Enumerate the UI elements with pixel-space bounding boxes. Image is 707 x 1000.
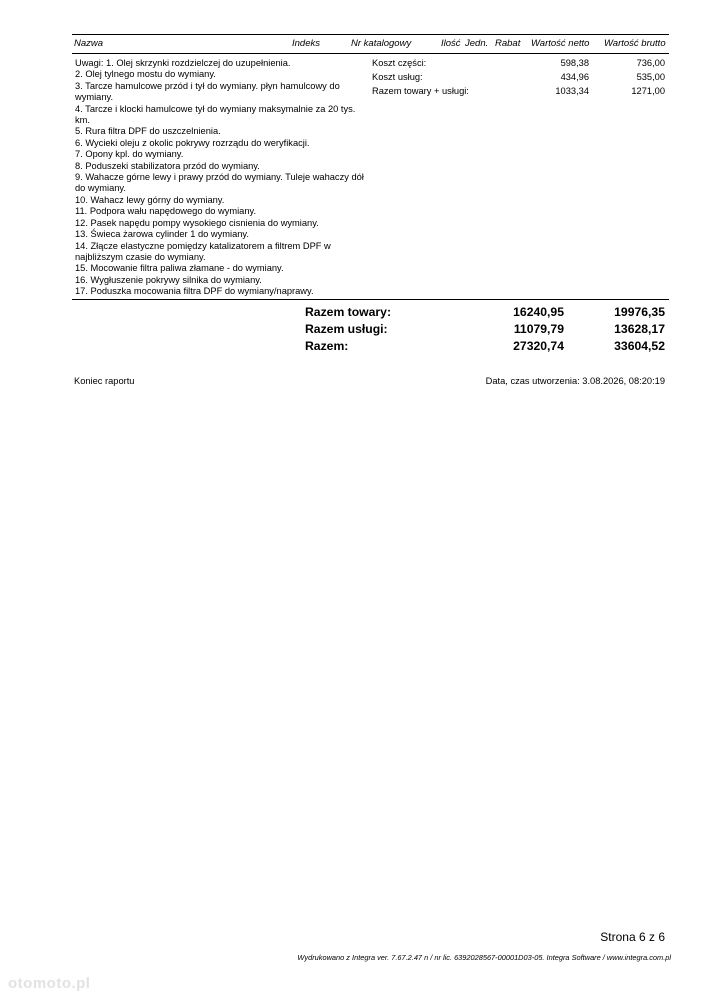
total-netto: 27320,74	[513, 339, 564, 353]
col-header-indeks: Indeks	[292, 38, 320, 49]
cost-summary-label: Koszt części:	[372, 58, 427, 68]
total-netto: 16240,95	[513, 305, 564, 319]
col-header-wartosc-brutto: Wartość brutto	[604, 38, 666, 49]
total-label: Razem usługi:	[305, 322, 388, 336]
note-item: 16. Wygłuszenie pokrywy silnika do wymiany.	[75, 274, 262, 285]
note-item: 10. Wahacz lewy górny do wymiany.	[75, 194, 225, 205]
total-brutto: 19976,35	[614, 305, 665, 319]
note-item: 2. Olej tylnego mostu do wymiany.	[75, 69, 216, 80]
cost-summary-label: Razem towary + usługi:	[372, 86, 469, 96]
totals-top-rule	[72, 299, 669, 300]
col-header-nr-katalogowy: Nr katalogowy	[351, 38, 412, 49]
end-of-report-label: Koniec raportu	[74, 376, 135, 386]
cost-summary-netto: 598,38	[560, 58, 589, 68]
cost-summary-label: Koszt usług:	[372, 72, 423, 82]
cost-summary-brutto: 736,00	[636, 58, 665, 68]
note-item: 9. Wahacze górne lewy i prawy przód do wymiany. Tuleje wahaczy dół do wymiany.	[75, 172, 364, 194]
note-item: Uwagi: 1. Olej skrzynki rozdzielczej do uzupełnienia.	[75, 58, 291, 68]
cost-summary-netto: 434,96	[560, 72, 589, 82]
header-top-rule	[72, 34, 669, 35]
note-item: 13. Świeca żarowa cylinder 1 do wymiany.	[75, 229, 249, 240]
note-item: 5. Rura filtra DPF do uszczelnienia.	[75, 126, 221, 137]
total-netto: 11079,79	[513, 322, 564, 336]
note-item: 14. Złącze elastyczne pomiędzy katalizatorem a filtrem DPF w najbliższym czasie do wymiany.	[75, 240, 331, 262]
total-label: Razem:	[305, 339, 349, 353]
page-number: Strona 6 z 6	[600, 930, 665, 944]
cost-summary-brutto: 1271,00	[631, 86, 665, 96]
col-header-rabat: Rabat	[495, 38, 521, 49]
note-item: 11. Podpora wału napędowego do wymiany.	[75, 206, 257, 217]
col-header-ilosc: Ilość	[441, 38, 461, 49]
note-item: 7. Opony kpl. do wymiany.	[75, 149, 184, 160]
header-bottom-rule	[72, 53, 669, 54]
total-brutto: 33604,52	[614, 339, 665, 353]
printed-with-label: Wydrukowano z Integra ver. 7.67.2.47 n / nr lic. 6392028567-00001D03-05. Integra Software / www.integra.com.pl	[297, 953, 671, 962]
total-label: Razem towary:	[305, 305, 392, 319]
cost-summary-netto: 1033,34	[555, 86, 589, 96]
total-brutto: 13628,17	[614, 322, 665, 336]
col-header-jedn: Jedn.	[465, 38, 489, 49]
col-header-nazwa: Nazwa	[74, 38, 104, 49]
note-item: 3. Tarcze hamulcowe przód i tył do wymiany. płyn hamulcowy do wymiany.	[75, 80, 340, 103]
note-item: 8. Poduszeki stabilizatora przód do wymiany.	[75, 160, 260, 171]
note-item: 6. Wycieki oleju z okolic pokrywy rozrządu do weryfikacji.	[75, 137, 310, 148]
watermark-logo: otomoto.pl	[8, 975, 91, 992]
note-item: 15. Mocowanie filtra paliwa złamane - do wymiany.	[75, 263, 284, 274]
note-item: 4. Tarcze i klocki hamulcowe tył do wymiany maksymalnie za 20 tys. km.	[75, 103, 356, 126]
notes-list	[75, 58, 365, 298]
note-item: 12. Pasek napędu pompy wysokiego cisnienia do wymiany.	[75, 217, 319, 228]
created-at-label: Data, czas utworzenia: 3.08.2026, 08:20:19	[485, 376, 665, 386]
cost-summary-brutto: 535,00	[636, 72, 665, 82]
note-item: 17. Poduszka mocowania filtra DPF do wymiany/naprawy.	[75, 286, 314, 297]
col-header-wartosc-netto: Wartość netto	[531, 38, 590, 49]
